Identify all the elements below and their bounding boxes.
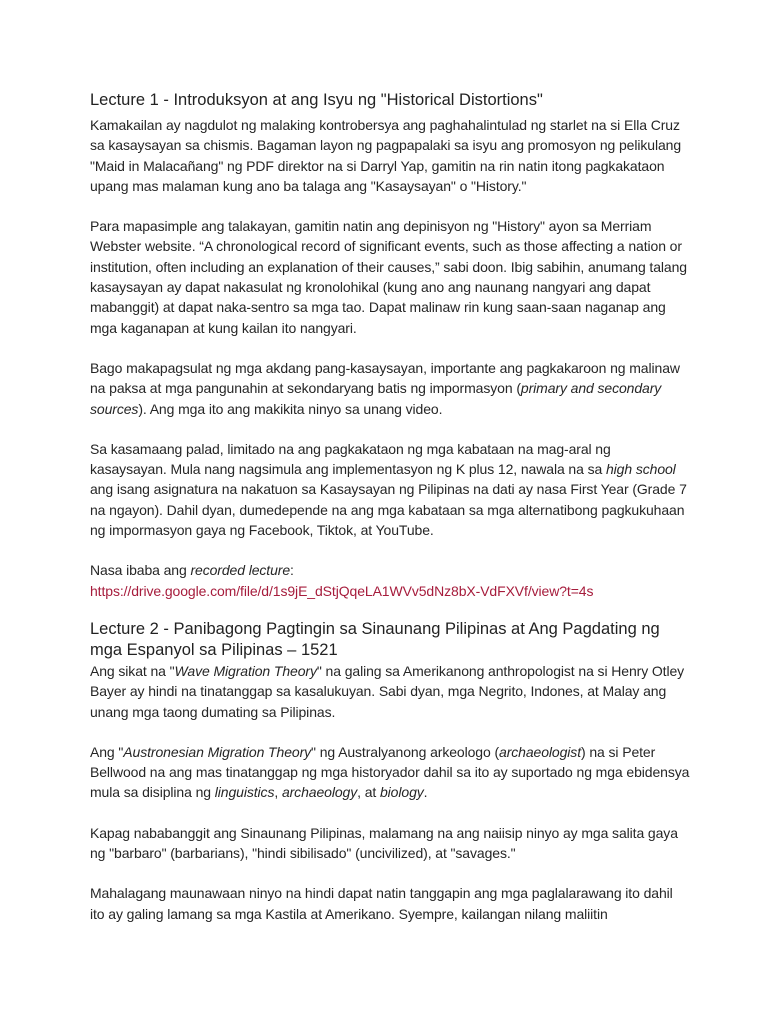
lecture1-title: Lecture 1 - Introduksyon at ang Isyu ng "Historical Distortions" [90, 91, 543, 109]
lecture2-paragraph-3: Kapag nababanggit ang Sinaunang Pilipinas, malamang na ang naiisip ninyo ay mga salita gaya ng "barbaro" (barbarians), "hindi sibilisado" (uncivilized), at "savages." [90, 824, 678, 862]
lecture2-title: Lecture 2 - Panibagong Pagtingin sa Sinaunang Pilipinas at Ang Pagdating ng mga Espanyol sa Pilipinas – 1521 [90, 619, 660, 659]
recorded-lecture-link-line [90, 581, 690, 601]
recorded-lecture-link[interactable]: https://drive.google.com/file/d/1s9jE_dStjQqeLA1WVv5dNz8bX-VdFXVf/view?t=4s [90, 582, 594, 599]
lecture1-paragraph-3: Bago makapagsulat ng mga akdang pang-kasaysayan, importante ang pagkakaroon ng malinaw na paksa at mga pangunahin at sekondaryang batis ng impormasyon (primary and secondary sources). Ang mga ito ang makikita ninyo sa unang video. [90, 359, 680, 417]
lecture1-paragraph-5: Nasa ibaba ang recorded lecture: [90, 562, 294, 579]
lecture2-paragraph-1: Ang sikat na "Wave Migration Theory" na galing sa Amerikanong anthropologist na si Henry Otley Bayer ay hindi na tinatanggap sa kasalukuyan. Sabi dyan, mga Negrito, Indones, at Malay ang unang mga taong dumating sa Pilipinas. [90, 662, 685, 720]
lecture2-paragraph-2: Ang "Austronesian Migration Theory" ng Australyanong arkeologo (archaeologist) na si Peter Bellwood na ang mas tinatanggap ng mga historyador dahil sa ito ay suportado ng mga ebidensya mula sa disiplina ng linguistics, archaeology, at biology. [90, 743, 690, 801]
lecture1-paragraph-4: Sa kasamaang palad, limitado na ang pagkakataon ng mga kabataan na mag-aral ng kasaysayan. Mula nang nagsimula ang implementasyon ng K plus 12, nawala na sa high school ang isang asignatura na nakatuon sa Kasaysayan ng Pilipinas na dati ay nasa First Year (Grade 7 na ngayon). Dahil dyan, dumedepende na ang mga kabataan sa mga alternatibong pagkukuhaan ng impormasyon gaya ng Facebook, Tiktok, at YouTube. [90, 440, 687, 539]
lecture2-paragraph-4: Mahalagang maunawaan ninyo na hindi dapat natin tanggapin ang mga paglalarawang ito dahil ito ay galing lamang sa mga Kastila at Amerikano. Syempre, kailangan nilang maliitin [90, 885, 673, 922]
lecture1-paragraph-1: Kamakailan ay nagdulot ng malaking kontrobersya ang paghahalintulad ng starlet na si Ella Cruz sa kasaysayan sa chismis. Bagaman layon ng pagpapalaki sa isyu ang promosyon ng pelikulang "Maid in Malacañang" ng PDF direktor na si Darryl Yap, gamitin na rin natin itong pagkakataon upang mas malaman kung ano ba talaga ang "Kasaysayan" o "History." [90, 117, 682, 194]
document-body [90, 90, 690, 924]
lecture1-paragraph-2: Para mapasimple ang talakayan, gamitin natin ang depinisyon ng "History" ayon sa Merriam Webster website. “A chronological record of significant events, such as those affecting a nation or institution, often including an explanation of their causes,” sabi doon. Ibig sabihin, anumang talang kasaysayan ay dapat nakasulat ng kronolohikal (kung ano ang naunang nangyari ang dapat mabanggit) at dapat naka-sentro sa mga tao. Dapat malinaw rin kung saan-saan naganap ang mga kaganapan at kung kailan ito nangyari. [90, 218, 687, 336]
